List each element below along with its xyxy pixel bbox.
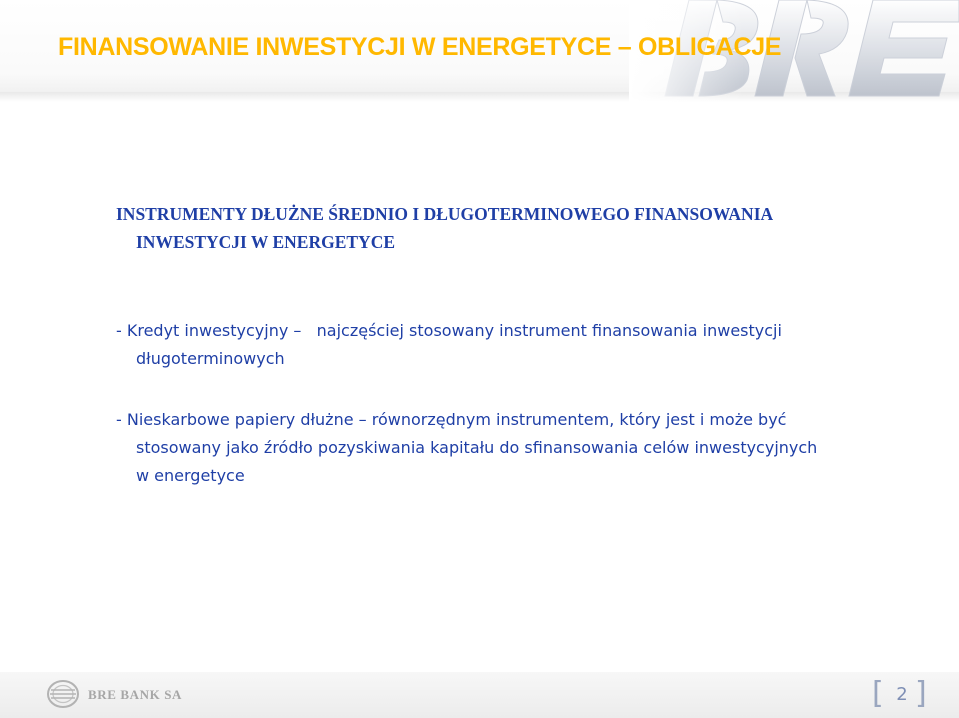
paragraph-bonds-line-3: w energetyce xyxy=(136,466,245,485)
paragraph-bonds-line-2: stosowany jako źródło pozyskiwania kapitału do sfinansowania celów inwestycyjnych xyxy=(136,438,818,457)
page-number: 2 xyxy=(896,684,908,705)
paragraph-bonds xyxy=(116,406,876,490)
bre-bank-logo-icon xyxy=(46,679,80,709)
subtitle-line-2: INWESTYCJI W ENERGETYCE xyxy=(136,232,396,252)
paragraph-credit xyxy=(116,317,876,373)
paragraph-credit-line-1: - Kredyt inwestycyjny – najczęściej stosowany instrument finansowania inwestycji xyxy=(116,321,782,340)
subtitle-line-1: INSTRUMENTY DŁUŻNE ŚREDNIO I DŁUGOTERMINOWEGO FINANSOWANIA xyxy=(116,204,774,224)
slide-title: FINANSOWANIE INWESTYCJI W ENERGETYCE – OBLIGACJE xyxy=(58,33,782,61)
section-subtitle xyxy=(116,200,876,256)
paragraph-bonds-line-1: - Nieskarbowe papiery dłużne – równorzędnym instrumentem, który jest i może być xyxy=(116,410,787,429)
page-bracket-right-icon: ] xyxy=(915,676,927,711)
footer-brand: BRE BANK SA xyxy=(88,687,183,702)
page-bracket-left-icon: [ xyxy=(872,676,884,711)
paragraph-credit-line-2: długoterminowych xyxy=(136,349,285,368)
